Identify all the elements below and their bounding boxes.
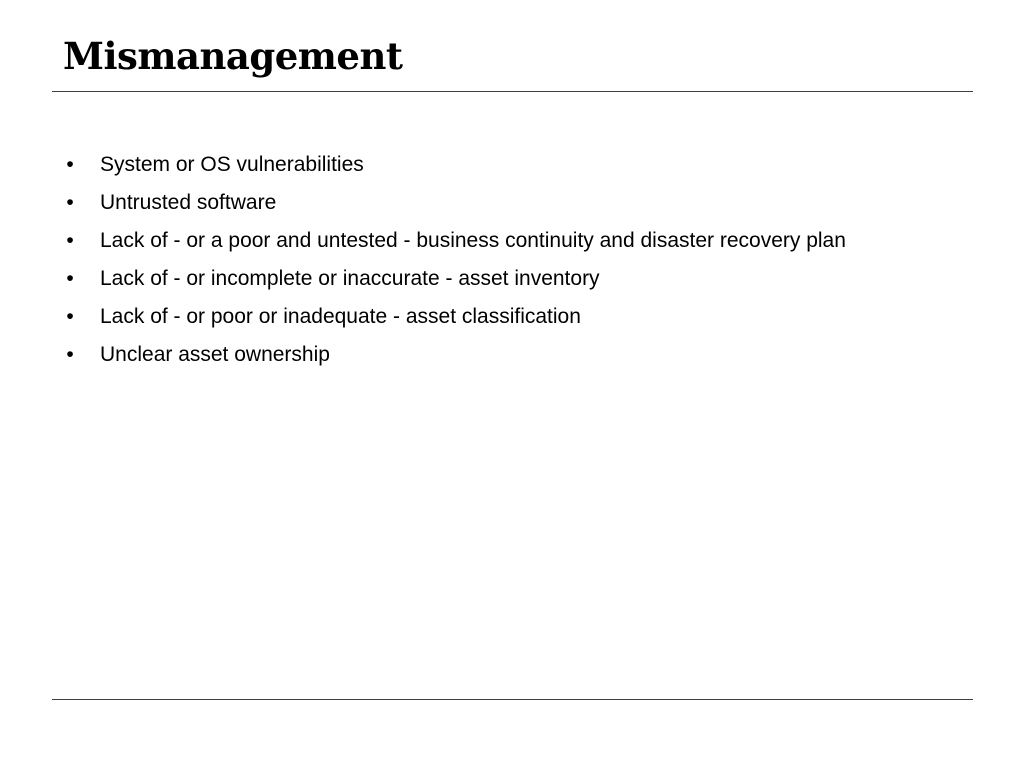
title-divider	[52, 91, 973, 92]
bullet-item	[60, 264, 900, 294]
bullet-item	[60, 226, 900, 256]
bullet-item	[60, 340, 900, 370]
bullet-item	[60, 150, 900, 180]
bullet-text: Lack of - or incomplete or inaccurate - asset inventory	[100, 267, 600, 290]
bullet-marker: •	[66, 153, 74, 176]
slide-title: Mismanagement	[63, 34, 403, 78]
bullet-text: Untrusted software	[100, 191, 277, 214]
bullet-item	[60, 188, 900, 218]
footer-divider	[52, 699, 973, 700]
bullet-text: Lack of - or a poor and untested - business continuity and disaster recovery plan	[100, 229, 846, 252]
bullet-item	[60, 302, 900, 332]
bullet-marker: •	[66, 305, 74, 328]
bullet-text: System or OS vulnerabilities	[100, 153, 364, 176]
bullet-marker: •	[66, 267, 74, 290]
bullet-marker: •	[66, 343, 74, 366]
bullet-text: Lack of - or poor or inadequate - asset classification	[100, 305, 581, 328]
bullet-marker: •	[66, 229, 74, 252]
bullet-list	[60, 150, 900, 378]
bullet-marker: •	[66, 191, 74, 214]
bullet-text: Unclear asset ownership	[100, 343, 330, 366]
